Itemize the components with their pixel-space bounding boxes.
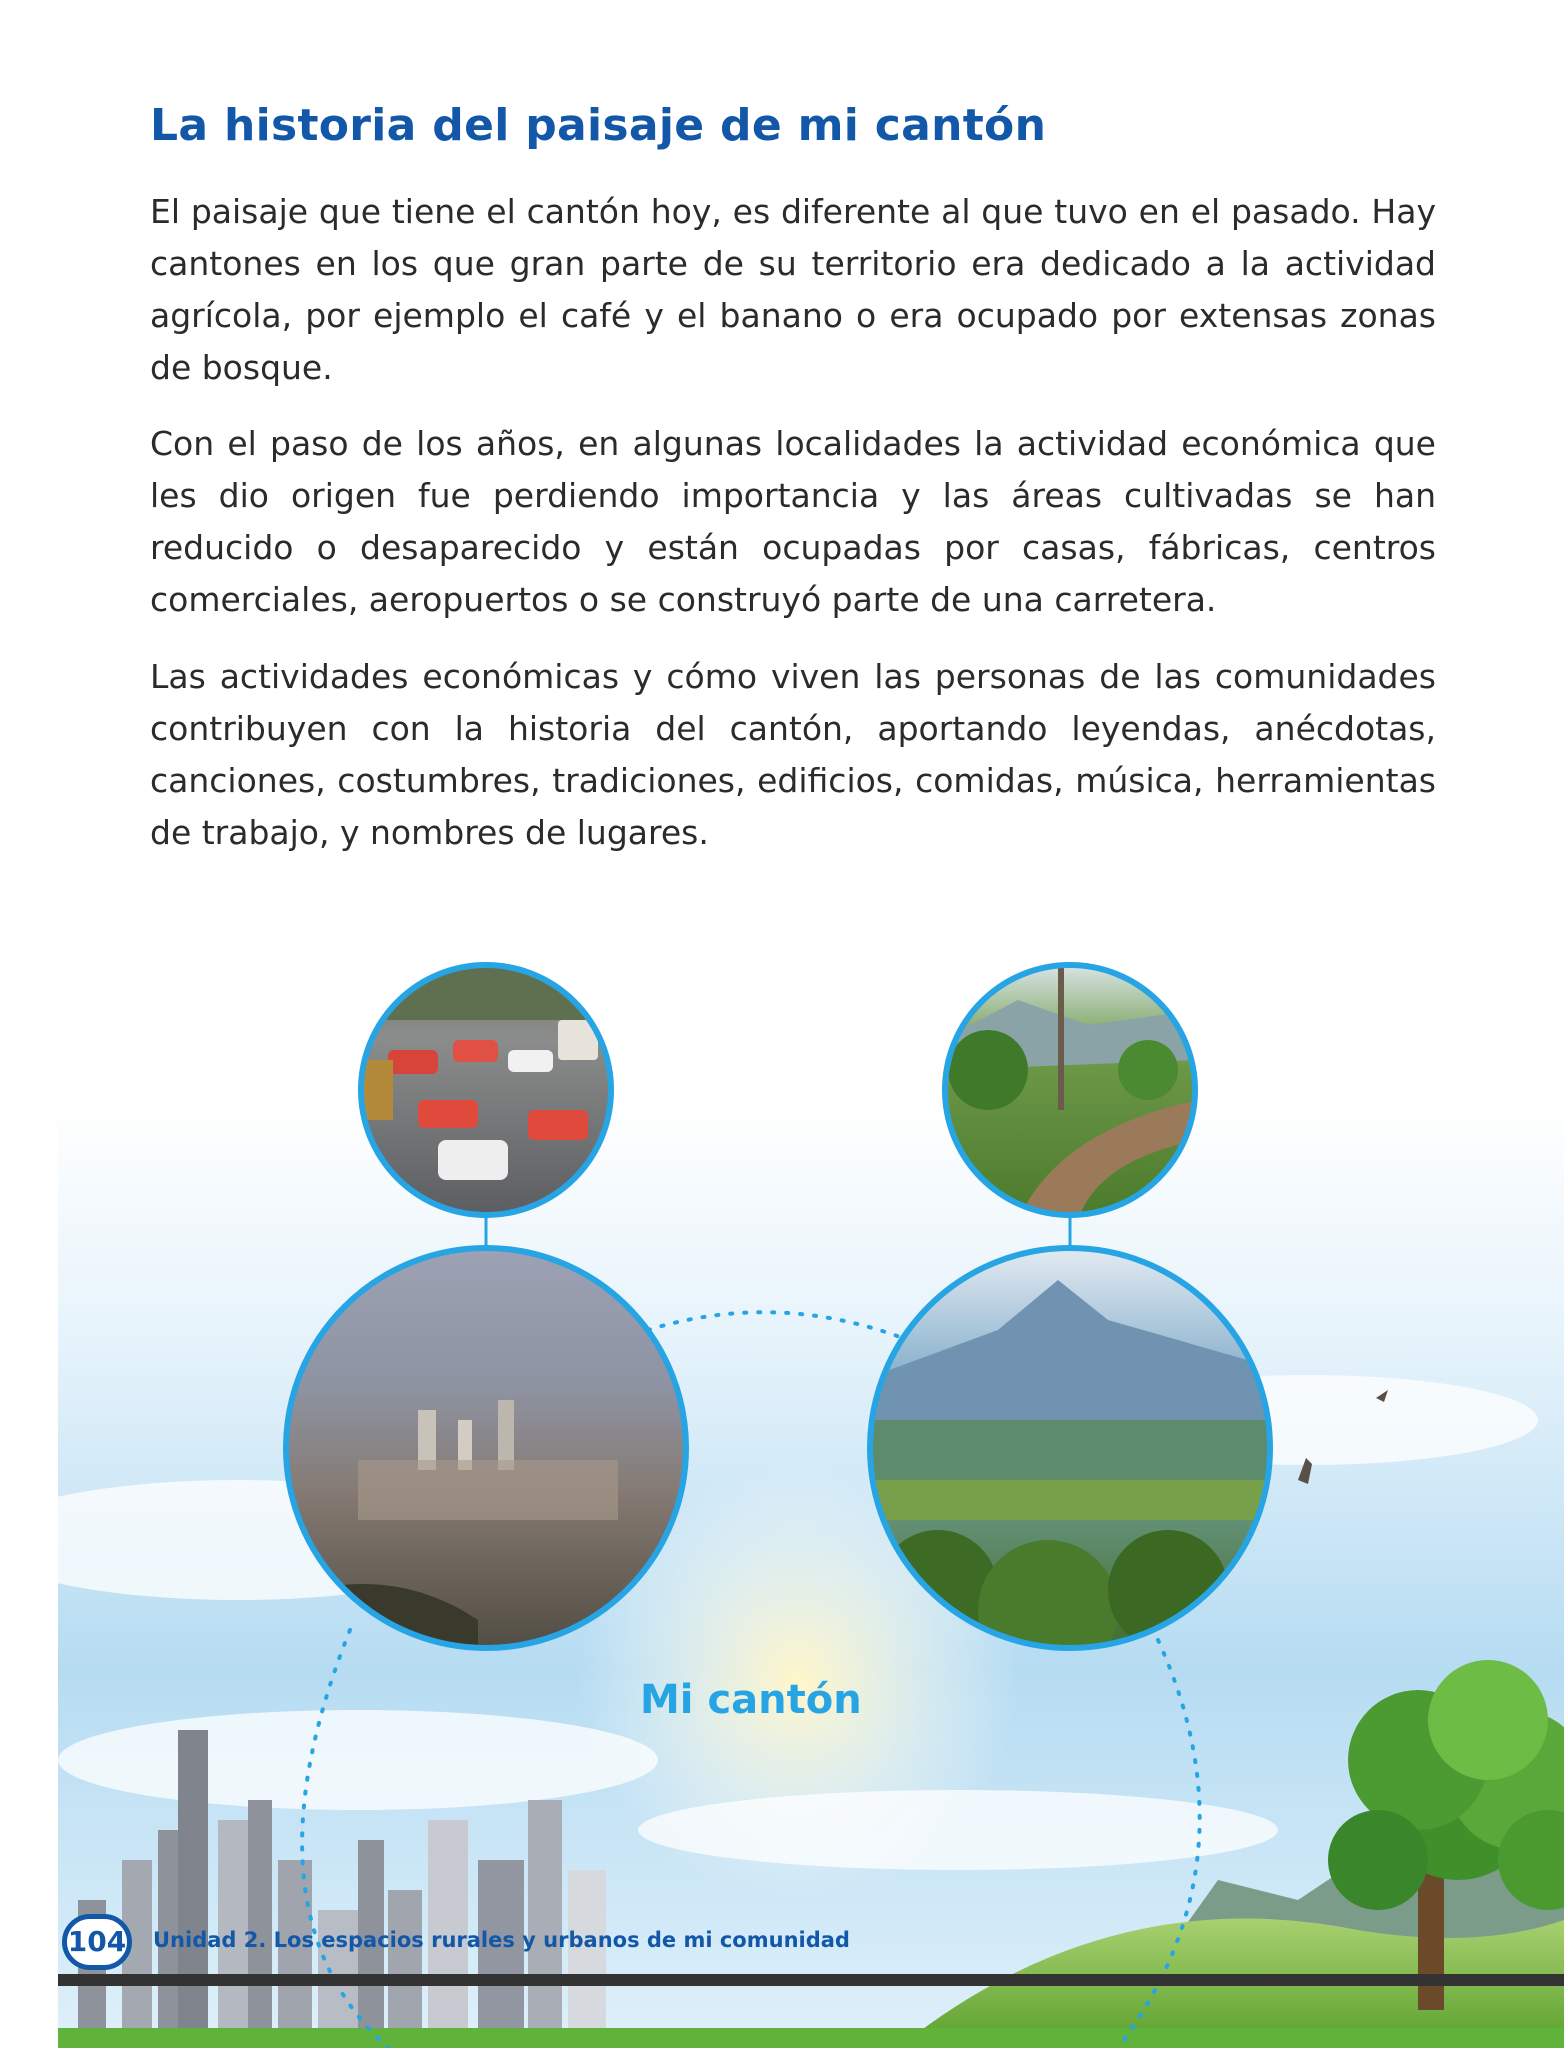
- page-title: La historia del paisaje de mi cantón: [150, 100, 1047, 151]
- paragraph-3: Las actividades económicas y cómo viven las personas de las comunidades contribuyen con la historia del cantón, aportando leyendas, anécdotas, canciones, costumbres, tradiciones, edificios, comidas, música, herramientas de trabajo, y nombres de lugares.: [150, 657, 1436, 852]
- paragraph-2: Con el paso de los años, en algunas localidades la actividad económica que les dio origen fue perdiendo importancia y las áreas cultivadas se han reducido o desaparecido y están ocupadas por casas, fábricas, centros comerciales, aeropuertos o se construyó parte de una carretera.: [150, 424, 1436, 619]
- page-number: 104: [62, 1914, 132, 1970]
- paragraph-1: El paisaje que tiene el cantón hoy, es diferente al que tuvo en el pasado. Hay cantones en los que gran parte de su territorio era dedicado a la actividad agrícola, por ejemplo el café y el banano o era ocupado por extensas zonas de bosque.: [150, 192, 1436, 387]
- mi-canton-label: Mi cantón: [640, 1677, 862, 1723]
- unit-footer-label: Unidad 2. Los espacios rurales y urbanos de mi comunidad: [153, 1928, 850, 1952]
- footer-rule: [58, 1974, 1564, 1986]
- landscape-illustration: [58, 900, 1564, 2048]
